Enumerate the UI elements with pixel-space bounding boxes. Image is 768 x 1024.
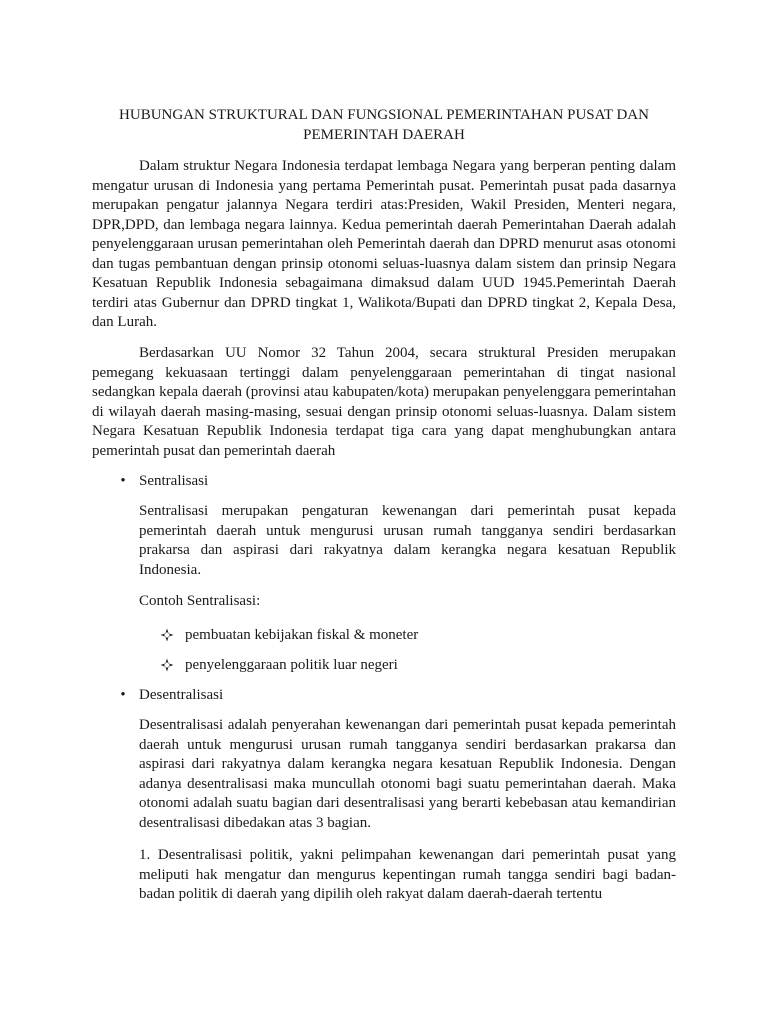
paragraph-2: Berdasarkan UU Nomor 32 Tahun 2004, secara struktural Presiden merupakan pemegang kekuasaan tertinggi dalam penyelenggaraan pemerintahan di tingat nasional sedangkan kepala daerah (provinsi atau kabupaten/kota) merupakan penyelenggara pemerintahan di wilayah daerah masing-masing, sesuai dengan prinsip otonomi seluas-luasnya. Dalam sistem Negara Kesatuan Republik Indonesia terdapat tiga cara yang dapat menghubungkan antara pemerintah pusat dan pemerintah daerah <box>92 345 676 459</box>
example-label: penyelenggaraan politik luar negeri <box>185 657 398 673</box>
bullet-item-desentralisasi <box>0 686 768 706</box>
sentralisasi-text: Sentralisasi merupakan pengaturan kewenangan dari pemerintah pusat kepada pemerintah daerah untuk mengurusi urusan rumah tangganya sendiri berdasarkan prakarsa dan aspirasi dari rakyatnya dalam kerangka negara kesatuan Republik Indonesia. <box>139 503 676 578</box>
desentralisasi-text: Desentralisasi adalah penyerahan kewenangan dari pemerintah pusat kepada pemerintah daerah untuk mengurusi urusan rumah tangganya sendiri berdasarkan prakarsa dan aspirasi dari rakyatnya dalam kerangka negara kesatuan Republik Indonesia. Dengan adanya desentralisasi maka muncullah otonomi bagi suatu pemerintahan daerah. Maka otonomi adalah suatu bagian dari desentralisasi yang berarti kebebasan atau kemandirian desentralisasi dibedakan atas 3 bagian. <box>139 717 676 831</box>
bullet-dot-icon: • <box>120 687 126 703</box>
bullet-item-sentralisasi <box>0 472 768 492</box>
desentralisasi-item-1: 1. Desentralisasi politik, yakni pelimpahan kewenangan dari pemerintah pusat yang meliputi hak mengatur dan mengurus kepentingan rumah tangga sendiri bagi badan-badan politik di daerah yang dipilih oleh rakyat dalam daerah-daerah tertentu <box>139 847 676 902</box>
example-item <box>0 656 768 676</box>
example-label: pembuatan kebijakan fiskal & moneter <box>185 627 419 643</box>
example-item <box>0 626 768 646</box>
bullet-dot-icon: • <box>120 473 126 489</box>
diamond-bullet-icon <box>160 628 174 642</box>
sentralisasi-heading: Sentralisasi <box>139 473 209 489</box>
title-line-2: PEMERINTAH DAERAH <box>303 126 465 143</box>
sentralisasi-example-heading: Contoh Sentralisasi: <box>139 593 261 609</box>
title-line-1: HUBUNGAN STRUKTURAL DAN FUNGSIONAL PEMERINTAHAN PUSAT DAN <box>119 107 649 123</box>
diamond-bullet-icon <box>160 658 174 672</box>
desentralisasi-heading: Desentralisasi <box>139 687 224 703</box>
document-title <box>92 106 676 145</box>
paragraph-1: Dalam struktur Negara Indonesia terdapat lembaga Negara yang berperan penting dalam mengatur urusan di Indonesia yang pertama Pemerintah pusat. Pemerintah pusat pada dasarnya merupakan pengatur jalannya Negara terdiri atas:Presiden, Wakil Presiden, Menteri negara, DPR,DPD, dan lembaga negara lainnya. Kedua pemerintah daerah Pemerintahan Daerah adalah penyelenggaraan urusan pemerintahan oleh Pemerintah daerah dan DPRD menurut asas otonomi dan tugas pembantuan dengan prinsip otonomi seluas-luasnya dalam sistem dan prinsip Negara Kesatuan Republik Indonesia sebagaimana dimaksud dalam UUD 1945.Pemerintah Daerah terdiri atas Gubernur dan DPRD tingkat 1, Walikota/Bupati dan DPRD tingkat 2, Kepala Desa, dan Lurah. <box>92 158 676 330</box>
